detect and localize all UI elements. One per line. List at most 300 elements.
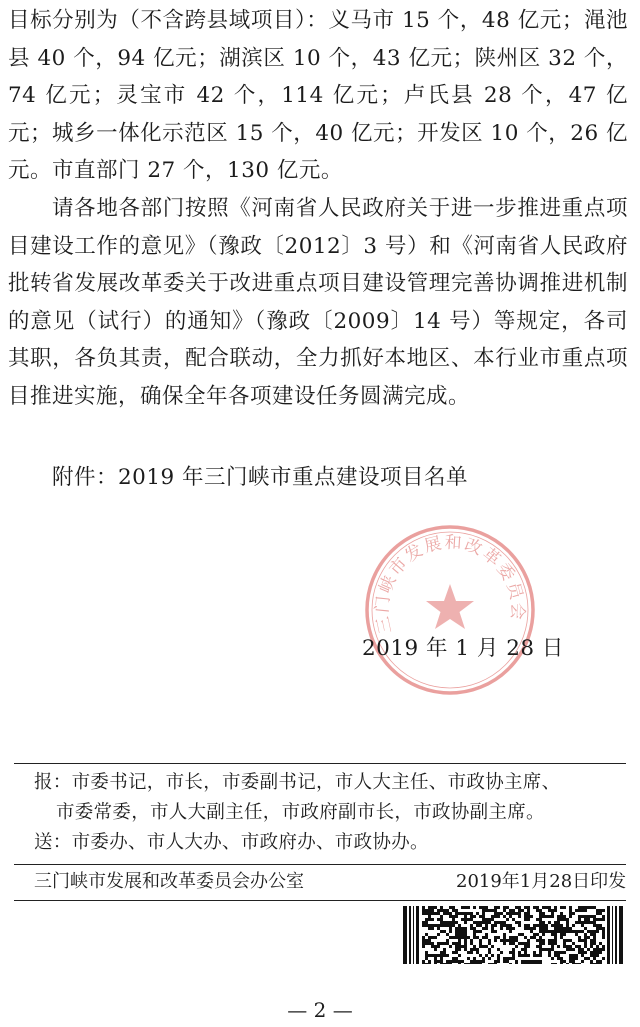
barcode-module bbox=[518, 924, 521, 927]
barcode-module bbox=[518, 942, 521, 945]
send-to-line bbox=[34, 828, 626, 858]
barcode-module bbox=[458, 954, 461, 957]
report-label: 报： bbox=[34, 772, 72, 793]
barcode-module bbox=[593, 954, 596, 957]
barcode-module bbox=[428, 927, 431, 930]
barcode-module bbox=[434, 936, 437, 939]
barcode-module bbox=[479, 930, 482, 933]
barcode-module bbox=[581, 924, 584, 927]
barcode-module bbox=[437, 927, 440, 930]
barcode-module bbox=[503, 960, 506, 963]
barcode-module bbox=[512, 942, 515, 945]
barcode-module bbox=[425, 951, 428, 954]
divider-middle bbox=[14, 864, 626, 865]
barcode-module bbox=[476, 936, 479, 939]
barcode-module bbox=[542, 924, 545, 927]
barcode-module bbox=[539, 927, 542, 930]
barcode-module bbox=[587, 921, 590, 924]
barcode-module bbox=[464, 912, 467, 915]
barcode-module bbox=[524, 951, 527, 954]
barcode-module bbox=[503, 921, 506, 924]
barcode-module bbox=[536, 963, 539, 964]
barcode-module bbox=[533, 906, 536, 909]
barcode-module bbox=[449, 927, 452, 930]
barcode-module bbox=[551, 939, 554, 942]
barcode-module bbox=[494, 939, 497, 942]
barcode-module bbox=[521, 933, 524, 936]
barcode-module bbox=[470, 915, 473, 918]
barcode-module bbox=[518, 921, 521, 924]
barcode-module bbox=[485, 921, 488, 924]
barcode-module bbox=[485, 954, 488, 957]
barcode-module bbox=[452, 942, 455, 945]
barcode-module bbox=[473, 927, 476, 930]
barcode-module bbox=[533, 954, 536, 957]
barcode-module bbox=[581, 921, 584, 924]
barcode-module bbox=[584, 927, 587, 930]
barcode-module bbox=[533, 933, 536, 936]
barcode-module bbox=[446, 912, 449, 915]
barcode-module bbox=[449, 912, 452, 915]
barcode-module bbox=[539, 912, 542, 915]
barcode-module bbox=[584, 936, 587, 939]
barcode-module bbox=[536, 954, 539, 957]
barcode-module bbox=[467, 963, 470, 964]
barcode-module bbox=[563, 918, 566, 921]
barcode-module bbox=[449, 960, 452, 963]
barcode-module bbox=[518, 915, 521, 918]
barcode-module bbox=[449, 915, 452, 918]
barcode-module bbox=[425, 933, 428, 936]
barcode-module bbox=[422, 960, 425, 963]
barcode-module bbox=[503, 942, 506, 945]
barcode-module bbox=[437, 912, 440, 915]
barcode-module bbox=[443, 921, 446, 924]
barcode-module bbox=[458, 933, 461, 936]
barcode-module bbox=[458, 924, 461, 927]
barcode-module bbox=[473, 915, 476, 918]
barcode-module bbox=[440, 963, 443, 964]
barcode-module bbox=[527, 912, 530, 915]
barcode-module bbox=[488, 909, 491, 912]
barcode-bar bbox=[409, 906, 411, 964]
barcode-module bbox=[497, 906, 500, 909]
barcode-module bbox=[578, 906, 581, 909]
barcode-module bbox=[491, 924, 494, 927]
barcode-module bbox=[491, 915, 494, 918]
barcode-module bbox=[536, 924, 539, 927]
barcode-module bbox=[554, 927, 557, 930]
barcode-module bbox=[581, 909, 584, 912]
barcode-module bbox=[437, 945, 440, 948]
barcode-module bbox=[572, 960, 575, 963]
barcode-module bbox=[572, 912, 575, 915]
barcode-module bbox=[449, 945, 452, 948]
barcode-module bbox=[557, 924, 560, 927]
barcode-module bbox=[581, 915, 584, 918]
barcode-module bbox=[533, 951, 536, 954]
barcode-module bbox=[539, 942, 542, 945]
barcode-module bbox=[470, 939, 473, 942]
barcode-module bbox=[578, 909, 581, 912]
barcode-module bbox=[524, 936, 527, 939]
barcode-module bbox=[422, 921, 425, 924]
barcode-module bbox=[473, 960, 476, 963]
barcode-module bbox=[515, 912, 518, 915]
barcode-module bbox=[530, 927, 533, 930]
barcode-module bbox=[560, 918, 563, 921]
barcode-module bbox=[563, 933, 566, 936]
barcode-module bbox=[473, 930, 476, 933]
barcode-module bbox=[563, 951, 566, 954]
barcode-module bbox=[452, 909, 455, 912]
barcode-module bbox=[506, 906, 509, 909]
barcode-module bbox=[551, 948, 554, 951]
barcode-module bbox=[434, 948, 437, 951]
barcode-module bbox=[548, 954, 551, 957]
barcode-module bbox=[590, 939, 593, 942]
barcode-module bbox=[581, 930, 584, 933]
barcode-module bbox=[530, 960, 533, 963]
barcode-module bbox=[473, 906, 476, 909]
barcode-module bbox=[602, 927, 605, 930]
barcode-module bbox=[491, 954, 494, 957]
barcode-module bbox=[512, 939, 515, 942]
barcode-module bbox=[425, 957, 428, 960]
barcode-module bbox=[527, 963, 530, 964]
barcode-module bbox=[548, 921, 551, 924]
barcode-module bbox=[530, 915, 533, 918]
barcode-module bbox=[572, 948, 575, 951]
barcode-module bbox=[539, 915, 542, 918]
barcode-module bbox=[446, 939, 449, 942]
barcode-module bbox=[548, 948, 551, 951]
barcode-module bbox=[440, 921, 443, 924]
barcode-module bbox=[479, 915, 482, 918]
barcode-module bbox=[440, 918, 443, 921]
barcode-module bbox=[533, 960, 536, 963]
barcode-module bbox=[539, 945, 542, 948]
barcode-module bbox=[461, 930, 464, 933]
barcode-module bbox=[494, 906, 497, 909]
barcode-module bbox=[560, 915, 563, 918]
barcode-module bbox=[578, 951, 581, 954]
barcode-module bbox=[491, 918, 494, 921]
barcode-module bbox=[443, 912, 446, 915]
barcode-module bbox=[584, 906, 587, 909]
barcode-module bbox=[506, 924, 509, 927]
barcode-module bbox=[455, 948, 458, 951]
barcode-module bbox=[461, 933, 464, 936]
barcode-module bbox=[557, 957, 560, 960]
barcode-module bbox=[503, 933, 506, 936]
barcode-module bbox=[506, 960, 509, 963]
barcode-module bbox=[575, 909, 578, 912]
barcode-module bbox=[440, 954, 443, 957]
barcode-module bbox=[458, 936, 461, 939]
barcode-module bbox=[539, 909, 542, 912]
barcode-module bbox=[434, 963, 437, 964]
barcode-module bbox=[554, 963, 557, 964]
barcode-module bbox=[515, 936, 518, 939]
seal-text: 三门峡市发展和改革委员会 bbox=[372, 532, 528, 636]
issuing-office: 三门峡市发展和改革委员会办公室 bbox=[34, 871, 304, 892]
barcode-module bbox=[578, 963, 581, 964]
barcode-module bbox=[479, 942, 482, 945]
barcode-module bbox=[497, 915, 500, 918]
barcode-module bbox=[593, 957, 596, 960]
barcode-module bbox=[587, 906, 590, 909]
barcode-module bbox=[548, 909, 551, 912]
barcode-module bbox=[434, 954, 437, 957]
barcode-module bbox=[536, 960, 539, 963]
barcode-module bbox=[569, 954, 572, 957]
barcode-module bbox=[512, 912, 515, 915]
barcode-module bbox=[524, 927, 527, 930]
barcode-module bbox=[455, 915, 458, 918]
barcode-module bbox=[476, 921, 479, 924]
barcode-module bbox=[551, 963, 554, 964]
barcode-module bbox=[524, 915, 527, 918]
barcode-module bbox=[473, 936, 476, 939]
barcode-module bbox=[590, 921, 593, 924]
barcode-module bbox=[518, 909, 521, 912]
barcode-module bbox=[581, 939, 584, 942]
barcode-module bbox=[554, 906, 557, 909]
barcode-module bbox=[569, 948, 572, 951]
barcode-module bbox=[539, 921, 542, 924]
barcode-module bbox=[506, 918, 509, 921]
barcode-module bbox=[509, 939, 512, 942]
barcode-module bbox=[596, 945, 599, 948]
barcode-module bbox=[473, 933, 476, 936]
barcode-module bbox=[536, 909, 539, 912]
barcode-module bbox=[428, 918, 431, 921]
barcode-module bbox=[560, 906, 563, 909]
barcode-module bbox=[467, 936, 470, 939]
barcode-module bbox=[566, 921, 569, 924]
barcode-module bbox=[431, 918, 434, 921]
barcode-module bbox=[428, 912, 431, 915]
barcode-module bbox=[458, 927, 461, 930]
barcode-module bbox=[449, 936, 452, 939]
barcode-module bbox=[560, 951, 563, 954]
barcode-module bbox=[494, 912, 497, 915]
barcode-module bbox=[569, 945, 572, 948]
barcode-module bbox=[542, 930, 545, 933]
barcode-module bbox=[557, 930, 560, 933]
barcode-module bbox=[560, 924, 563, 927]
barcode-module bbox=[470, 960, 473, 963]
barcode-module bbox=[578, 939, 581, 942]
barcode-module bbox=[443, 909, 446, 912]
barcode-module bbox=[458, 945, 461, 948]
barcode-module bbox=[488, 957, 491, 960]
barcode-module bbox=[569, 939, 572, 942]
barcode-module bbox=[485, 945, 488, 948]
barcode-module bbox=[518, 912, 521, 915]
barcode-module bbox=[593, 918, 596, 921]
barcode-module bbox=[563, 930, 566, 933]
barcode-module bbox=[503, 957, 506, 960]
barcode-module bbox=[455, 921, 458, 924]
barcode-module bbox=[581, 906, 584, 909]
barcode-module bbox=[428, 924, 431, 927]
barcode-module bbox=[467, 951, 470, 954]
barcode-module bbox=[503, 939, 506, 942]
barcode-module bbox=[470, 918, 473, 921]
barcode-module bbox=[587, 915, 590, 918]
barcode-module bbox=[584, 933, 587, 936]
barcode-module bbox=[473, 963, 476, 964]
barcode-module bbox=[515, 963, 518, 964]
barcode-module bbox=[482, 909, 485, 912]
barcode-module bbox=[422, 963, 425, 964]
barcode-module bbox=[422, 939, 425, 942]
barcode-module bbox=[509, 924, 512, 927]
barcode-module bbox=[578, 936, 581, 939]
barcode-module bbox=[431, 942, 434, 945]
barcode-module bbox=[527, 942, 530, 945]
barcode-module bbox=[446, 933, 449, 936]
barcode-module bbox=[572, 942, 575, 945]
barcode-module bbox=[545, 924, 548, 927]
barcode-module bbox=[527, 906, 530, 909]
barcode-module bbox=[536, 906, 539, 909]
barcode-module bbox=[560, 960, 563, 963]
barcode-module bbox=[551, 912, 554, 915]
barcode-module bbox=[494, 924, 497, 927]
barcode-module bbox=[506, 957, 509, 960]
barcode-module bbox=[476, 912, 479, 915]
barcode-module bbox=[455, 912, 458, 915]
barcode-module bbox=[425, 912, 428, 915]
barcode-module bbox=[509, 915, 512, 918]
barcode-module bbox=[503, 906, 506, 909]
barcode-module bbox=[575, 933, 578, 936]
barcode-module bbox=[452, 936, 455, 939]
barcode-module bbox=[467, 912, 470, 915]
barcode-module bbox=[503, 915, 506, 918]
barcode-module bbox=[590, 933, 593, 936]
barcode-module bbox=[542, 906, 545, 909]
barcode-module bbox=[578, 918, 581, 921]
attachment-line: 附件：2019 年三门峡市重点建设项目名单 bbox=[52, 465, 469, 490]
barcode-module bbox=[554, 951, 557, 954]
barcode-module bbox=[431, 924, 434, 927]
barcode-module bbox=[470, 951, 473, 954]
barcode-module bbox=[440, 951, 443, 954]
barcode-module bbox=[560, 936, 563, 939]
barcode-module bbox=[455, 936, 458, 939]
barcode-module bbox=[434, 957, 437, 960]
barcode-module bbox=[473, 921, 476, 924]
barcode-module bbox=[527, 915, 530, 918]
barcode-module bbox=[485, 909, 488, 912]
send-label: 送： bbox=[34, 832, 72, 853]
barcode-module bbox=[599, 918, 602, 921]
barcode-module bbox=[524, 924, 527, 927]
barcode-module bbox=[464, 939, 467, 942]
barcode-module bbox=[464, 918, 467, 921]
barcode-module bbox=[425, 954, 428, 957]
barcode-module bbox=[470, 924, 473, 927]
barcode-module bbox=[503, 909, 506, 912]
barcode-module bbox=[452, 915, 455, 918]
barcode-bar bbox=[607, 906, 610, 964]
barcode-module bbox=[590, 963, 593, 964]
barcode-module bbox=[422, 912, 425, 915]
barcode-module bbox=[479, 906, 482, 909]
star-icon bbox=[426, 584, 474, 629]
barcode-module bbox=[596, 927, 599, 930]
barcode-module bbox=[503, 924, 506, 927]
barcode-module bbox=[464, 930, 467, 933]
barcode-module bbox=[572, 963, 575, 964]
barcode-bar bbox=[612, 906, 613, 964]
barcode-module bbox=[458, 939, 461, 942]
barcode-module bbox=[470, 942, 473, 945]
barcode-module bbox=[482, 906, 485, 909]
barcode-module bbox=[527, 909, 530, 912]
barcode-module bbox=[449, 930, 452, 933]
barcode-module bbox=[554, 924, 557, 927]
barcode-module bbox=[506, 912, 509, 915]
barcode-module bbox=[563, 942, 566, 945]
barcode-module bbox=[443, 942, 446, 945]
barcode-module bbox=[473, 945, 476, 948]
barcode-module bbox=[452, 957, 455, 960]
barcode-module bbox=[572, 957, 575, 960]
barcode-module bbox=[434, 906, 437, 909]
barcode-module bbox=[593, 915, 596, 918]
barcode-module bbox=[548, 915, 551, 918]
barcode-module bbox=[566, 963, 569, 964]
barcode-module bbox=[551, 945, 554, 948]
barcode-module bbox=[584, 957, 587, 960]
barcode-module bbox=[521, 963, 524, 964]
barcode-module bbox=[512, 918, 515, 921]
barcode-module bbox=[443, 930, 446, 933]
barcode-module bbox=[599, 951, 602, 954]
barcode-module bbox=[521, 960, 524, 963]
barcode-module bbox=[581, 951, 584, 954]
barcode-module bbox=[428, 909, 431, 912]
barcode-module bbox=[518, 906, 521, 909]
barcode-module bbox=[437, 954, 440, 957]
barcode-bar bbox=[403, 906, 407, 964]
barcode-module bbox=[539, 951, 542, 954]
barcode-module bbox=[455, 933, 458, 936]
divider-top bbox=[14, 763, 626, 764]
barcode-module bbox=[527, 945, 530, 948]
barcode-module bbox=[557, 927, 560, 930]
barcode-module bbox=[461, 927, 464, 930]
barcode-module bbox=[479, 924, 482, 927]
barcode-module bbox=[548, 939, 551, 942]
barcode-module bbox=[554, 909, 557, 912]
barcode-module bbox=[515, 906, 518, 909]
barcode-module bbox=[572, 954, 575, 957]
barcode-module bbox=[587, 957, 590, 960]
barcode-module bbox=[494, 930, 497, 933]
barcode-module bbox=[491, 909, 494, 912]
barcode-module bbox=[551, 924, 554, 927]
barcode-module bbox=[470, 963, 473, 964]
barcode-module bbox=[539, 948, 542, 951]
barcode-module bbox=[452, 951, 455, 954]
barcode-module bbox=[566, 918, 569, 921]
